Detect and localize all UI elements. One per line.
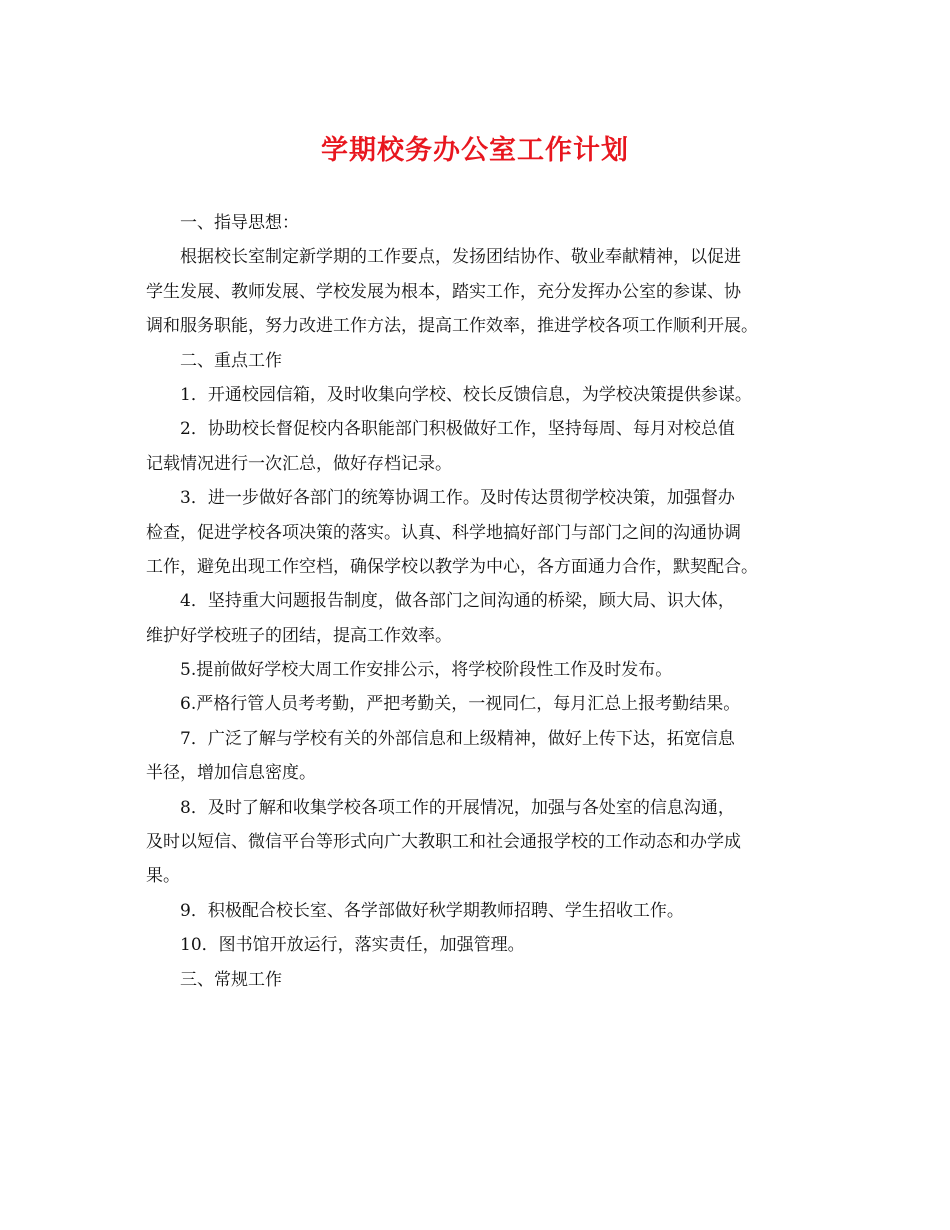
list-item: 2．协助校长督促校内各职能部门积极做好工作，坚持每周、每月对校总值: [180, 419, 735, 440]
list-item: 5.提前做好学校大周工作安排公示，将学校阶段性工作及时发布。: [180, 660, 673, 681]
paragraph-line: 记载情况进行一次汇总，做好存档记录。: [146, 453, 452, 474]
paragraph-line: 学生发展、教师发展、学校发展为根本，踏实工作，充分发挥办公室的参谋、协: [146, 281, 741, 302]
list-item: 4．坚持重大问题报告制度，做各部门之间沟通的桥梁，顾大局、识大体，: [180, 591, 735, 612]
paragraph-line: 调和服务职能，努力改进工作方法，提高工作效率，推进学校各项工作顺利开展。: [146, 316, 758, 337]
list-item: 8．及时了解和收集学校各项工作的开展情况，加强与各处室的信息沟通，: [180, 797, 735, 818]
list-item: 1．开通校园信箱，及时收集向学校、校长反馈信息，为学校决策提供参谋。: [180, 384, 752, 405]
section-heading: 二、重点工作: [180, 350, 282, 371]
list-item: 3．进一步做好各部门的统筹协调工作。及时传达贯彻学校决策，加强督办: [180, 488, 735, 509]
document-body: [146, 206, 814, 997]
paragraph-line: 维护好学校班子的团结，提高工作效率。: [146, 625, 452, 646]
list-item: 6.严格行管人员考考勤，严把考勤关，一视同仁，每月汇总上报考勤结果。: [180, 694, 741, 715]
list-item: 10．图书馆开放运行，落实责任，加强管理。: [180, 935, 525, 956]
paragraph-line: 及时以短信、微信平台等形式向广大教职工和社会通报学校的工作动态和办学成: [146, 832, 741, 853]
list-item: 9．积极配合校长室、各学部做好秋学期教师招聘、学生招收工作。: [180, 900, 684, 921]
paragraph-line: 半径，增加信息密度。: [146, 763, 316, 784]
paragraph-line: 果。: [146, 866, 180, 887]
section-heading: 三、常规工作: [180, 969, 282, 990]
section-heading: 一、指导思想：: [180, 213, 299, 233]
document-title: 学期校务办公室工作计划: [321, 135, 629, 166]
list-item: 7．广泛了解与学校有关的外部信息和上级精神，做好上传下达，拓宽信息: [180, 728, 735, 749]
paragraph-line: 工作，避免出现工作空档，确保学校以教学为中心，各方面通力合作，默契配合。: [146, 556, 758, 577]
paragraph-line: 检查，促进学校各项决策的落实。认真、科学地搞好部门与部门之间的沟通协调: [146, 522, 741, 543]
paragraph-line: 根据校长室制定新学期的工作要点，发扬团结协作、敬业奉献精神，以促进: [180, 247, 741, 268]
